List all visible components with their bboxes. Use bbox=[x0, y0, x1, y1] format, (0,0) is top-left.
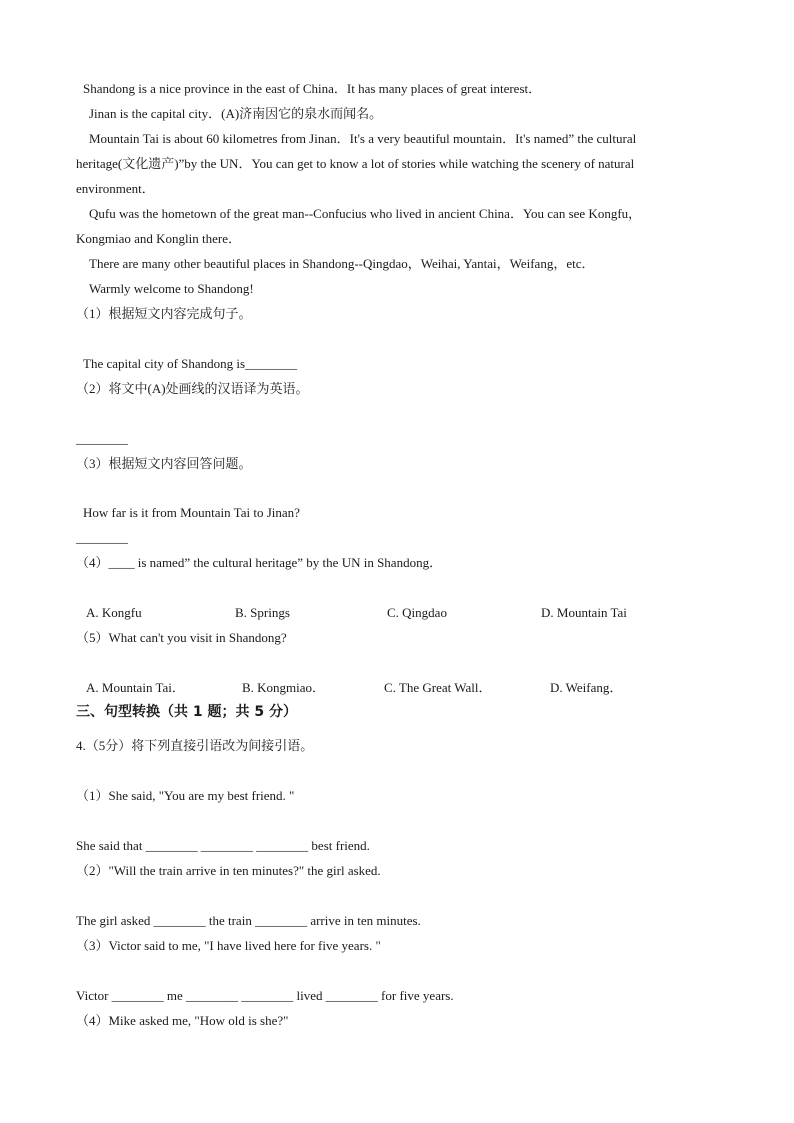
section-3-item-1-answer: She said that ________ ________ ________ best friend. bbox=[76, 838, 370, 853]
section-3-item-3-answer: Victor ________ me ________ ________ lived ________ for five years. bbox=[76, 988, 454, 1003]
passage-paragraph-3-line-2: heritage(文化遗产)”by the UN．You can get to know a lot of stories while watching the scenery of natural bbox=[76, 156, 635, 171]
question-5-option-b: B. Kongmiao． bbox=[242, 680, 326, 695]
question-5-prompt: （5）What can't you visit in Shandong? bbox=[76, 630, 287, 645]
section-3-item-1-prompt: （1）She said, "You are my best friend. " bbox=[76, 788, 295, 803]
question-1-prompt: （1）根据短文内容完成句子。 bbox=[76, 306, 252, 321]
passage-paragraph-3-line-3: environment． bbox=[76, 181, 155, 196]
question-3-question: How far is it from Mountain Tai to Jinan? bbox=[83, 505, 300, 520]
question-3-answer-blank: ________ bbox=[76, 530, 128, 545]
section-3-item-2-answer: The girl asked ________ the train ________ arrive in ten minutes. bbox=[76, 913, 421, 928]
passage-paragraph-1: Shandong is a nice province in the east of China．It has many places of great interest． bbox=[83, 81, 542, 96]
passage-paragraph-4-line-2: Kongmiao and Konglin there． bbox=[76, 231, 241, 246]
passage-paragraph-4-line-1: Qufu was the hometown of the great man--Confucius who lived in ancient China．You can see Kongfu， bbox=[89, 206, 642, 221]
section-3-heading: 三、句型转换（共 1 题；共 5 分） bbox=[76, 704, 297, 720]
section-3-item-4-prompt: （4）Mike asked me, "How old is she?" bbox=[76, 1013, 289, 1028]
question-5-option-a: A. Mountain Tai． bbox=[86, 680, 185, 695]
question-2-prompt: （2）将文中(A)处画线的汉语译为英语。 bbox=[76, 381, 309, 396]
question-4-option-c: C. Qingdao bbox=[387, 605, 447, 620]
section-3-question-4: 4.（5分）将下列直接引语改为间接引语。 bbox=[76, 738, 314, 753]
question-4-option-d: D. Mountain Tai bbox=[541, 605, 627, 620]
question-4-prompt: （4）____ is named” the cultural heritage” by the UN in Shandong． bbox=[76, 555, 443, 570]
question-5-option-d: D. Weifang． bbox=[550, 680, 623, 695]
passage-paragraph-3-line-1: Mountain Tai is about 60 kilometres from Jinan．It's a very beautiful mountain．It's named” the cultural bbox=[89, 131, 637, 146]
section-3-item-2-prompt: （2）"Will the train arrive in ten minutes?" the girl asked. bbox=[76, 863, 381, 878]
question-4-option-b: B. Springs bbox=[235, 605, 290, 620]
passage-paragraph-2: Jinan is the capital city．(A)济南因它的泉水而闻名。 bbox=[89, 106, 383, 121]
passage-paragraph-6: Warmly welcome to Shandong! bbox=[89, 281, 254, 296]
question-4-option-a: A. Kongfu bbox=[86, 605, 142, 620]
question-2-answer-blank: ________ bbox=[76, 431, 128, 446]
question-1-sentence: The capital city of Shandong is________ bbox=[83, 356, 298, 371]
question-3-prompt: （3）根据短文内容回答问题。 bbox=[76, 456, 252, 471]
question-5-option-c: C. The Great Wall． bbox=[384, 680, 492, 695]
passage-paragraph-5: There are many other beautiful places in Shandong--Qingdao，Weihai, Yantai，Weifang，etc． bbox=[89, 256, 595, 271]
section-3-item-3-prompt: （3）Victor said to me, "I have lived here for five years. " bbox=[76, 938, 381, 953]
